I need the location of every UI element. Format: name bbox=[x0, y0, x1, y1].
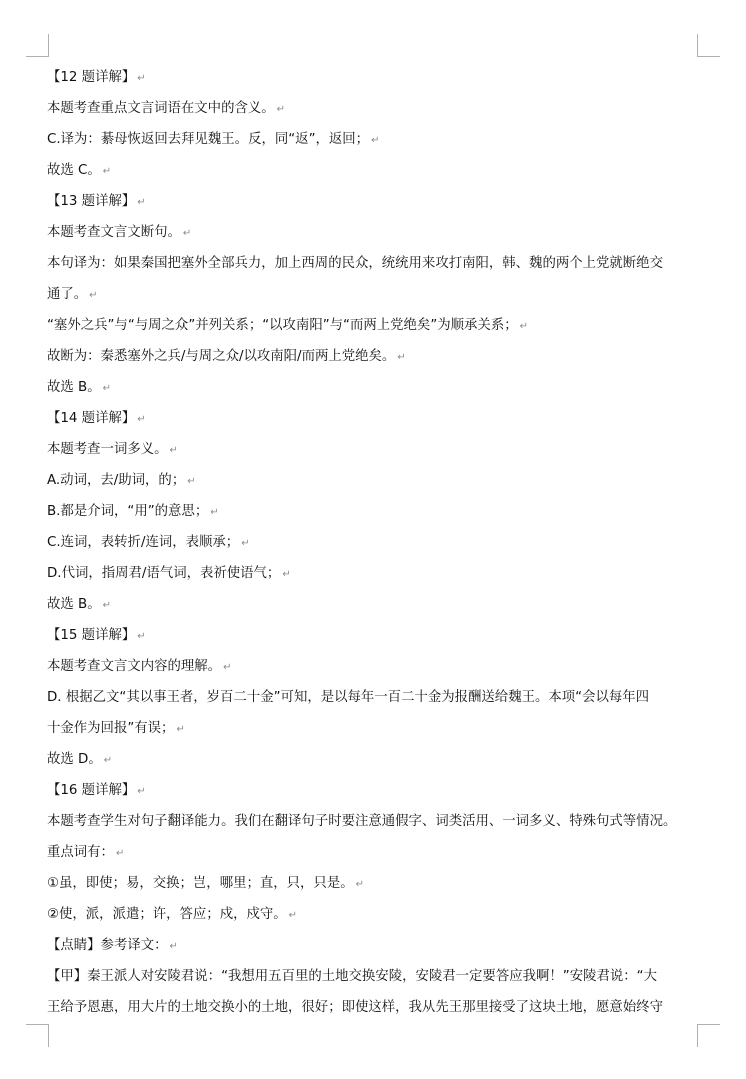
heading-notes: 【点睛】参考译文： ↵ bbox=[47, 938, 178, 953]
paragraph-mark-icon: ↵ bbox=[137, 73, 146, 84]
text-line: ②使，派，派遣；许，答应；戍，戍守。 ↵ bbox=[47, 907, 298, 922]
paragraph-mark-icon: ↵ bbox=[187, 476, 196, 487]
paragraph-mark-icon: ↵ bbox=[103, 755, 113, 766]
text-line: 重点词有： ↵ bbox=[47, 845, 125, 860]
text-line: 王给予恩惠，用大片的土地交换小的土地，很好；即使这样，我从先王那里接受了这块土地，愿意始终守 bbox=[47, 1000, 663, 1015]
text-line: C.译为：綦母恢返回去拜见魏王。反，同“返”，返回； ↵ bbox=[47, 132, 380, 147]
option-c: C.连词，表转折/连词，表顺承； ↵ bbox=[47, 535, 250, 550]
option-b: B.都是介词，“用”的意思； ↵ bbox=[47, 504, 219, 519]
paragraph-mark-icon: ↵ bbox=[276, 104, 286, 115]
paragraph-mark-icon: ↵ bbox=[288, 910, 298, 921]
paragraph-mark-icon: ↵ bbox=[137, 414, 146, 425]
text-line: 本题考查学生对句子翻译能力。我们在翻译句子时要注意通假字、词类活用、一词多义、特殊句式等情况。 bbox=[47, 814, 677, 829]
page-corner-bottom-left bbox=[26, 1024, 49, 1047]
text-line: 【甲】秦王派人对安陵君说：“我想用五百里的土地交换安陵，安陵君一定要答应我啊！”安陵君说：“大 bbox=[47, 969, 657, 984]
heading-q12: 【12 题详解】 ↵ bbox=[47, 70, 146, 85]
paragraph-mark-icon: ↵ bbox=[102, 383, 112, 394]
option-a: A.动词，去/助词，的； ↵ bbox=[47, 473, 196, 488]
text-line: 本句译为：如果秦国把塞外全部兵力，加上西周的民众，统统用来攻打南阳，韩、魏的两个上党就断绝交 bbox=[47, 256, 663, 271]
paragraph-mark-icon: ↵ bbox=[397, 352, 406, 363]
heading-q16: 【16 题详解】 ↵ bbox=[47, 783, 146, 798]
paragraph-mark-icon: ↵ bbox=[519, 321, 528, 332]
paragraph-mark-icon: ↵ bbox=[137, 197, 146, 208]
answer-line: 故选 D。 ↵ bbox=[47, 752, 113, 767]
answer-line: 故选 B。 ↵ bbox=[47, 380, 112, 395]
paragraph-mark-icon: ↵ bbox=[102, 166, 112, 177]
page-corner-top-right bbox=[697, 34, 720, 57]
text-line: 本题考查一词多义。 ↵ bbox=[47, 442, 178, 457]
paragraph-mark-icon: ↵ bbox=[115, 848, 125, 859]
paragraph-mark-icon: ↵ bbox=[210, 507, 219, 518]
paragraph-mark-icon: ↵ bbox=[137, 786, 146, 797]
paragraph-mark-icon: ↵ bbox=[169, 445, 178, 456]
paragraph-mark-icon: ↵ bbox=[223, 662, 232, 673]
paragraph-mark-icon: ↵ bbox=[282, 569, 291, 580]
paragraph-mark-icon: ↵ bbox=[241, 538, 250, 549]
answer-line: 故选 C。 ↵ bbox=[47, 163, 112, 178]
paragraph-mark-icon: ↵ bbox=[355, 879, 364, 890]
option-d: D.代词，指周君/语气词，表祈使语气； ↵ bbox=[47, 566, 291, 581]
paragraph-mark-icon: ↵ bbox=[176, 724, 185, 735]
paragraph-mark-icon: ↵ bbox=[169, 941, 178, 952]
paragraph-mark-icon: ↵ bbox=[182, 228, 192, 239]
page-corner-bottom-right bbox=[697, 1024, 720, 1047]
text-line: 本题考查文言文断句。 ↵ bbox=[47, 225, 192, 240]
text-line: ①虽，即使；易，交换；岂，哪里；直，只，只是。 ↵ bbox=[47, 876, 364, 891]
answer-line: 故选 B。 ↵ bbox=[47, 597, 112, 612]
text-line: D. 根据乙文“其以事王者，岁百二十金”可知，是以每年一百二十金为报酬送给魏王。本项“会以每年四 bbox=[47, 690, 650, 705]
paragraph-mark-icon: ↵ bbox=[89, 290, 98, 301]
text-line: 故断为：秦悉塞外之兵/与周之众/以攻南阳/而两上党绝矣。 ↵ bbox=[47, 349, 406, 364]
heading-q15: 【15 题详解】 ↵ bbox=[47, 628, 146, 643]
paragraph-mark-icon: ↵ bbox=[137, 631, 146, 642]
text-line: 本题考查文言文内容的理解。 ↵ bbox=[47, 659, 232, 674]
text-line: 通了。 ↵ bbox=[47, 287, 98, 302]
page-corner-top-left bbox=[26, 34, 49, 57]
paragraph-mark-icon: ↵ bbox=[102, 600, 112, 611]
text-line: “塞外之兵”与“与周之众”并列关系；“以攻南阳”与“而两上党绝矣”为顺承关系； ↵ bbox=[47, 318, 528, 333]
document-body[interactable] bbox=[47, 62, 699, 1023]
heading-q14: 【14 题详解】 ↵ bbox=[47, 411, 146, 426]
paragraph-mark-icon: ↵ bbox=[371, 135, 380, 146]
text-line: 本题考查重点文言词语在文中的含义。 ↵ bbox=[47, 101, 286, 116]
heading-q13: 【13 题详解】 ↵ bbox=[47, 194, 146, 209]
text-line: 十金作为回报”有误； ↵ bbox=[47, 721, 185, 736]
